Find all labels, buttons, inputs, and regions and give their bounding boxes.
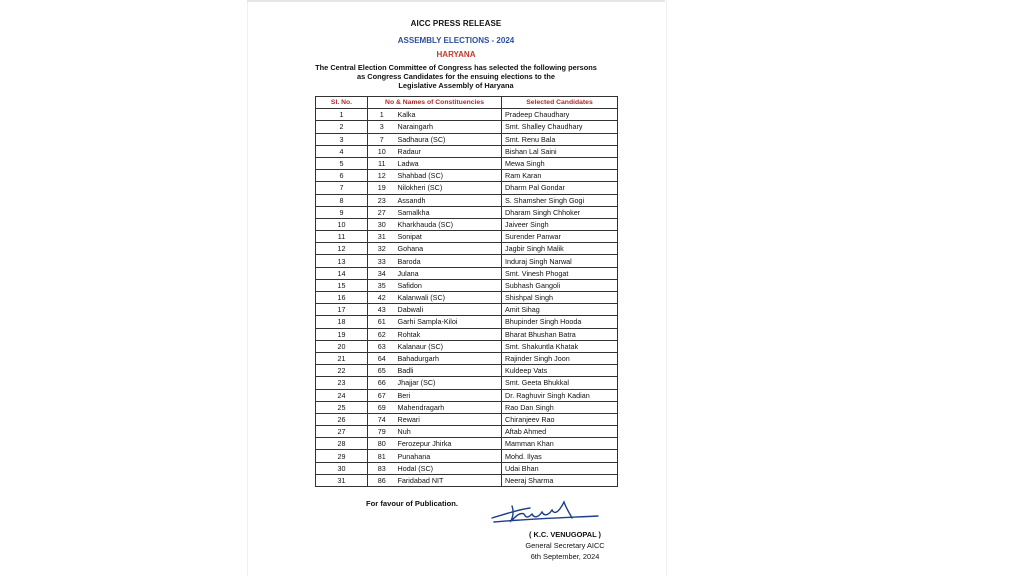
constituency-number: 79 — [368, 426, 396, 438]
constituency-name: Nuh — [396, 426, 502, 438]
header-sl-no: Sl. No. — [316, 97, 368, 109]
candidate-name: Bishan Lal Saini — [502, 145, 618, 157]
candidate-name: Smt. Shakuntla Khatak — [502, 340, 618, 352]
constituency-number: 34 — [368, 267, 396, 279]
constituency-number: 80 — [368, 438, 396, 450]
serial-number: 14 — [316, 267, 368, 279]
page-top-rule — [247, 0, 665, 2]
serial-number: 22 — [316, 365, 368, 377]
press-release-title: AICC PRESS RELEASE — [410, 19, 502, 28]
candidate-name: Aftab Ahmed — [502, 426, 618, 438]
table-row — [316, 243, 618, 255]
table-row — [316, 462, 618, 474]
serial-number: 24 — [316, 389, 368, 401]
table-row — [316, 304, 618, 316]
header-candidate: Selected Candidates — [502, 97, 618, 109]
constituency-name: Jhajjar (SC) — [396, 377, 502, 389]
constituency-name: Faridabad NIT — [396, 474, 502, 486]
table-row — [316, 279, 618, 291]
candidate-name: Ram Karan — [502, 170, 618, 182]
serial-number: 1 — [316, 109, 368, 121]
constituency-number: 32 — [368, 243, 396, 255]
constituency-name: Mahendragarh — [396, 401, 502, 413]
intro-line: Legislative Assembly of Haryana — [398, 81, 514, 90]
candidate-name: Bhupinder Singh Hooda — [502, 316, 618, 328]
serial-number: 12 — [316, 243, 368, 255]
constituency-number: 3 — [368, 121, 396, 133]
candidate-name: Jaiveer Singh — [502, 218, 618, 230]
constituency-name: Rohtak — [396, 328, 502, 340]
constituency-number: 42 — [368, 292, 396, 304]
header-constituency: No & Names of Constituencies — [368, 97, 502, 109]
constituency-number: 33 — [368, 255, 396, 267]
constituency-number: 86 — [368, 474, 396, 486]
constituency-name: Kharkhauda (SC) — [396, 218, 502, 230]
constituency-name: Hodal (SC) — [396, 462, 502, 474]
table-row — [316, 194, 618, 206]
table-row — [316, 121, 618, 133]
constituency-number: 61 — [368, 316, 396, 328]
constituency-number: 66 — [368, 377, 396, 389]
constituency-name: Kalka — [396, 109, 502, 121]
serial-number: 3 — [316, 133, 368, 145]
table-row — [316, 401, 618, 413]
constituency-name: Gohana — [396, 243, 502, 255]
candidates-table — [315, 96, 618, 487]
constituency-number: 31 — [368, 231, 396, 243]
constituency-number: 83 — [368, 462, 396, 474]
constituency-name: Kalanwali (SC) — [396, 292, 502, 304]
table-row — [316, 206, 618, 218]
constituency-name: Bahadurgarh — [396, 352, 502, 364]
signature-image — [486, 492, 606, 528]
table-row — [316, 340, 618, 352]
constituency-name: Samalkha — [396, 206, 502, 218]
table-row — [316, 438, 618, 450]
serial-number: 30 — [316, 462, 368, 474]
serial-number: 29 — [316, 450, 368, 462]
candidate-name: Bharat Bhushan Batra — [502, 328, 618, 340]
table-row — [316, 267, 618, 279]
constituency-number: 23 — [368, 194, 396, 206]
table-row — [316, 413, 618, 425]
candidate-name: Subhash Gangoli — [502, 279, 618, 291]
candidate-name: Mohd. Ilyas — [502, 450, 618, 462]
table-row — [316, 352, 618, 364]
candidate-name: Induraj Singh Narwal — [502, 255, 618, 267]
constituency-name: Sonipat — [396, 231, 502, 243]
candidate-name: Chiranjeev Rao — [502, 413, 618, 425]
intro-paragraph — [300, 63, 612, 90]
constituency-number: 11 — [368, 157, 396, 169]
constituency-number: 27 — [368, 206, 396, 218]
constituency-number: 1 — [368, 109, 396, 121]
serial-number: 25 — [316, 401, 368, 413]
serial-number: 27 — [316, 426, 368, 438]
table-row — [316, 109, 618, 121]
table-row — [316, 292, 618, 304]
serial-number: 4 — [316, 145, 368, 157]
candidate-name: Kuldeep Vats — [502, 365, 618, 377]
publication-note: For favour of Publication. — [366, 499, 458, 508]
serial-number: 2 — [316, 121, 368, 133]
candidate-name: Smt. Geeta Bhukkal — [502, 377, 618, 389]
state-heading: HARYANA — [436, 50, 476, 59]
table-row — [316, 157, 618, 169]
constituency-number: 10 — [368, 145, 396, 157]
constituency-number: 62 — [368, 328, 396, 340]
constituency-name: Beri — [396, 389, 502, 401]
candidate-name: Neeraj Sharma — [502, 474, 618, 486]
constituency-name: Kalanaur (SC) — [396, 340, 502, 352]
release-date: 6th September, 2024 — [530, 552, 600, 561]
candidate-name: Shishpal Singh — [502, 292, 618, 304]
table-row — [316, 170, 618, 182]
table-row — [316, 255, 618, 267]
constituency-number: 7 — [368, 133, 396, 145]
constituency-number: 67 — [368, 389, 396, 401]
candidate-name: Mamman Khan — [502, 438, 618, 450]
candidate-name: Pradeep Chaudhary — [502, 109, 618, 121]
constituency-name: Badli — [396, 365, 502, 377]
candidate-name: Smt. Renu Bala — [502, 133, 618, 145]
constituency-name: Baroda — [396, 255, 502, 267]
table-row — [316, 133, 618, 145]
constituency-number: 81 — [368, 450, 396, 462]
candidate-name: Rao Dan Singh — [502, 401, 618, 413]
table-header-row — [316, 97, 618, 109]
table-row — [316, 182, 618, 194]
serial-number: 16 — [316, 292, 368, 304]
candidate-name: Amit Sihag — [502, 304, 618, 316]
constituency-name: Julana — [396, 267, 502, 279]
constituency-number: 19 — [368, 182, 396, 194]
constituency-name: Shahbad (SC) — [396, 170, 502, 182]
serial-number: 31 — [316, 474, 368, 486]
serial-number: 28 — [316, 438, 368, 450]
constituency-name: Punahana — [396, 450, 502, 462]
serial-number: 21 — [316, 352, 368, 364]
candidate-name: Mewa Singh — [502, 157, 618, 169]
constituency-number: 30 — [368, 218, 396, 230]
serial-number: 15 — [316, 279, 368, 291]
intro-line: The Central Election Committee of Congress has selected the following persons — [315, 63, 597, 72]
table-row — [316, 316, 618, 328]
candidate-name: Smt. Vinesh Phogat — [502, 267, 618, 279]
table-row — [316, 328, 618, 340]
serial-number: 11 — [316, 231, 368, 243]
signatory-name: ( K.C. VENUGOPAL ) — [529, 530, 601, 539]
candidate-name: Rajinder Singh Joon — [502, 352, 618, 364]
constituency-name: Naraingarh — [396, 121, 502, 133]
candidate-name: Udai Bhan — [502, 462, 618, 474]
serial-number: 17 — [316, 304, 368, 316]
constituency-name: Sadhaura (SC) — [396, 133, 502, 145]
table-row — [316, 231, 618, 243]
candidate-name: S. Shamsher Singh Gogi — [502, 194, 618, 206]
constituency-name: Rewari — [396, 413, 502, 425]
candidate-name: Jagbir Singh Malik — [502, 243, 618, 255]
serial-number: 13 — [316, 255, 368, 267]
serial-number: 7 — [316, 182, 368, 194]
candidate-name: Dharam Singh Chhoker — [502, 206, 618, 218]
table-row — [316, 389, 618, 401]
election-subtitle: ASSEMBLY ELECTIONS - 2024 — [397, 36, 515, 45]
constituency-name: Ferozepur Jhirka — [396, 438, 502, 450]
serial-number: 23 — [316, 377, 368, 389]
signatory-designation: General Secretary AICC — [525, 541, 605, 550]
table-row — [316, 145, 618, 157]
serial-number: 10 — [316, 218, 368, 230]
constituency-number: 12 — [368, 170, 396, 182]
serial-number: 6 — [316, 170, 368, 182]
serial-number: 9 — [316, 206, 368, 218]
constituency-number: 43 — [368, 304, 396, 316]
constituency-number: 74 — [368, 413, 396, 425]
candidate-name: Dr. Raghuvir Singh Kadian — [502, 389, 618, 401]
constituency-name: Ladwa — [396, 157, 502, 169]
constituency-number: 35 — [368, 279, 396, 291]
table-row — [316, 365, 618, 377]
serial-number: 5 — [316, 157, 368, 169]
candidate-name: Dharm Pal Gondar — [502, 182, 618, 194]
table-row — [316, 474, 618, 486]
serial-number: 18 — [316, 316, 368, 328]
constituency-name: Garhi Sampla-Kiloi — [396, 316, 502, 328]
table-row — [316, 450, 618, 462]
candidate-name: Surender Panwar — [502, 231, 618, 243]
table-row — [316, 426, 618, 438]
constituency-name: Dabwali — [396, 304, 502, 316]
serial-number: 26 — [316, 413, 368, 425]
constituency-number: 69 — [368, 401, 396, 413]
constituency-name: Safidon — [396, 279, 502, 291]
constituency-name: Nilokheri (SC) — [396, 182, 502, 194]
serial-number: 8 — [316, 194, 368, 206]
table-row — [316, 377, 618, 389]
constituency-number: 63 — [368, 340, 396, 352]
constituency-name: Radaur — [396, 145, 502, 157]
serial-number: 20 — [316, 340, 368, 352]
table-row — [316, 218, 618, 230]
constituency-number: 64 — [368, 352, 396, 364]
constituency-name: Assandh — [396, 194, 502, 206]
intro-line: as Congress Candidates for the ensuing elections to the — [357, 72, 555, 81]
candidate-name: Smt. Shalley Chaudhary — [502, 121, 618, 133]
constituency-number: 65 — [368, 365, 396, 377]
serial-number: 19 — [316, 328, 368, 340]
